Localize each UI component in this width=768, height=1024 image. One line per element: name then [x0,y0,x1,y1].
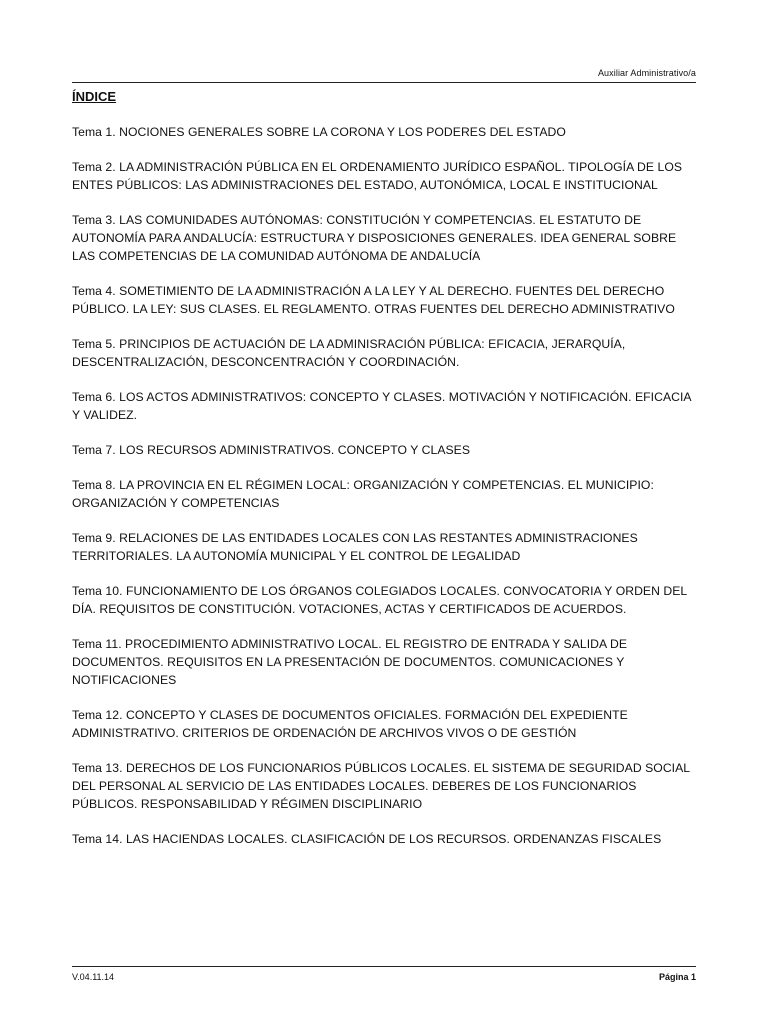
topic-item: Tema 6. LOS ACTOS ADMINISTRATIVOS: CONCEPTO Y CLASES. MOTIVACIÓN Y NOTIFICACIÓN. EFICACIA Y VALIDEZ. [72,390,691,422]
topic-item: Tema 13. DERECHOS DE LOS FUNCIONARIOS PÚBLICOS LOCALES. EL SISTEMA DE SEGURIDAD SOCIAL DEL PERSONAL AL SERVICIO DE LAS ENTIDADES LOCALES. DEBERES DE LOS FUNCIONARIOS PÚBLICOS. RESPONSABILIDAD Y RÉGIMEN DISCIPLINARIO [72,761,690,811]
document-version: V.04.11.14 [72,972,115,982]
page-footer [72,966,696,987]
topic-item: Tema 5. PRINCIPIOS DE ACTUACIÓN DE LA ADMINISRACIÓN PÚBLICA: EFICACIA, JERARQUÍA, DESCENTRALIZACIÓN, DESCONCENTRACIÓN Y COORDINACIÓN. [72,337,626,369]
document-body [72,86,700,848]
topic-item: Tema 9. RELACIONES DE LAS ENTIDADES LOCALES CON LAS RESTANTES ADMINISTRACIONES TERRITORIALES. LA AUTONOMÍA MUNICIPAL Y EL CONTROL DE LEGALIDAD [72,531,638,563]
topic-item: Tema 8. LA PROVINCIA EN EL RÉGIMEN LOCAL: ORGANIZACIÓN Y COMPETENCIAS. EL MUNICIPIO: ORGANIZACIÓN Y COMPETENCIAS [72,478,654,510]
index-title: ÍNDICE [72,89,117,104]
page-number: Página 1 [658,972,696,982]
topic-item: Tema 2. LA ADMINISTRACIÓN PÚBLICA EN EL ORDENAMIENTO JURÍDICO ESPAÑOL. TIPOLOGÍA DE LOS ENTES PÚBLICOS: LAS ADMINISTRACIONES DEL ESTADO, AUTONÓMICA, LOCAL E INSTITUCIONAL [72,160,683,192]
topic-item: Tema 14. LAS HACIENDAS LOCALES. CLASIFICACIÓN DE LOS RECURSOS. ORDENANZAS FISCALES [72,832,662,846]
topic-item: Tema 3. LAS COMUNIDADES AUTÓNOMAS: CONSTITUCIÓN Y COMPETENCIAS. EL ESTATUTO DE AUTONOMÍA PARA ANDALUCÍA: ESTRUCTURA Y DISPOSICIONES GENERALES. IDEA GENERAL SOBRE LAS COMPETENCIAS DE LA COMUNIDAD AUTÓNOMA DE ANDALUCÍA [72,213,677,263]
page-header [72,66,696,83]
header-title: Auxiliar Administrativo/a [597,68,696,78]
topic-item: Tema 1. NOCIONES GENERALES SOBRE LA CORONA Y LOS PODERES DEL ESTADO [72,125,566,139]
topic-list [72,123,700,848]
topic-item: Tema 10. FUNCIONAMIENTO DE LOS ÓRGANOS COLEGIADOS LOCALES. CONVOCATORIA Y ORDEN DEL DÍA. REQUISITOS DE CONSTITUCIÓN. VOTACIONES, ACTAS Y CERTIFICADOS DE ACUERDOS. [72,584,687,616]
topic-item: Tema 12. CONCEPTO Y CLASES DE DOCUMENTOS OFICIALES. FORMACIÓN DEL EXPEDIENTE ADMINISTRATIVO. CRITERIOS DE ORDENACIÓN DE ARCHIVOS VIVOS O DE GESTIÓN [72,708,628,740]
topic-item: Tema 4. SOMETIMIENTO DE LA ADMINISTRACIÓN A LA LEY Y AL DERECHO. FUENTES DEL DERECHO PÚBLICO. LA LEY: SUS CLASES. EL REGLAMENTO. OTRAS FUENTES DEL DERECHO ADMINISTRATIVO [72,284,675,316]
topic-item: Tema 11. PROCEDIMIENTO ADMINISTRATIVO LOCAL. EL REGISTRO DE ENTRADA Y SALIDA DE DOCUMENTOS. REQUISITOS EN LA PRESENTACIÓN DE DOCUMENTOS. COMUNICACIONES Y NOTIFICACIONES [72,637,628,687]
topic-item: Tema 7. LOS RECURSOS ADMINISTRATIVOS. CONCEPTO Y CLASES [72,443,471,457]
